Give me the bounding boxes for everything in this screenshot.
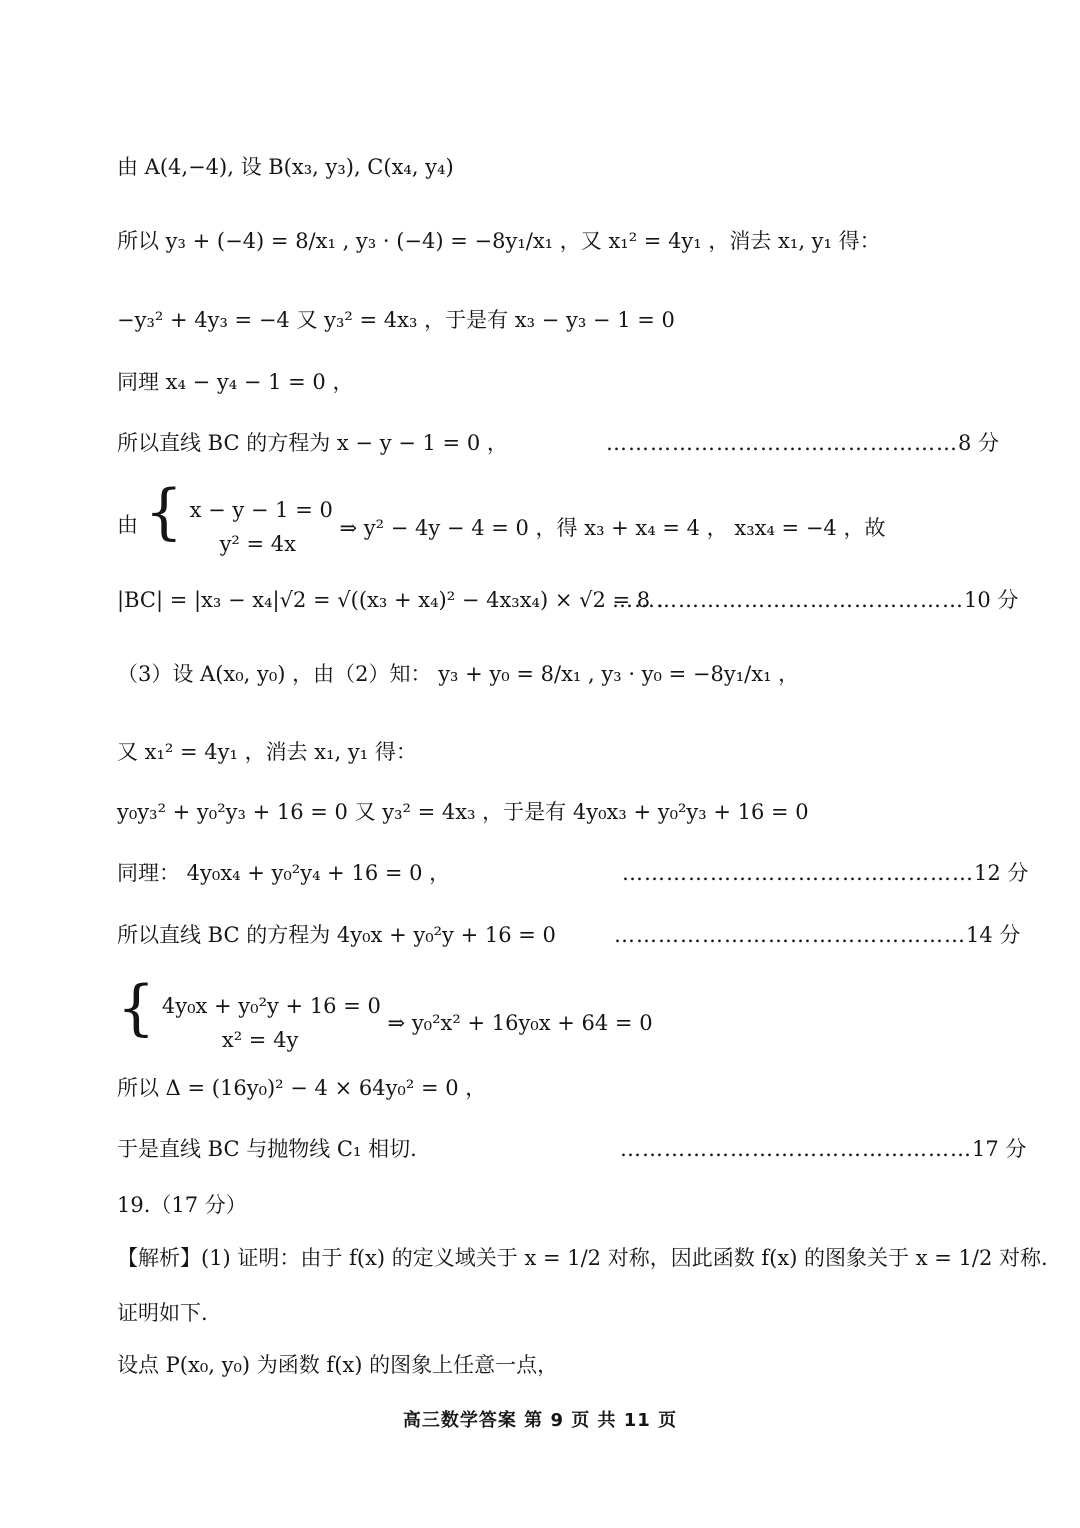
score-label: 12 分 xyxy=(974,861,1029,885)
system-prefix: 由 xyxy=(117,513,138,537)
line-tangent: 于是直线 BC 与抛物线 C₁ 相切. xyxy=(117,1137,417,1161)
score-mark-14 xyxy=(614,920,1020,950)
line-point-setup: 设点 P(x₀, y₀) 为函数 f(x) 的图象上任意一点， xyxy=(117,1353,559,1377)
left-brace: { xyxy=(117,973,156,1043)
line-derive: y₀y₃² + y₀²y₃ + 16 = 0 又 y₃² = 4x₃ ，于是有 4y₀x₃ + y₀²y₃ + 16 = 0 xyxy=(117,800,809,824)
score-label: 10 分 xyxy=(964,588,1019,612)
score-dots: ………………………………………… xyxy=(612,588,964,612)
question-19-heading: 19.（17 分） xyxy=(117,1193,247,1217)
line-vieta-relations: 所以 y₃ + (−4) = 8/x₁ , y₃ · (−4) = −8y₁/x₁ ，又 x₁² = 4y₁ ，消去 x₁, y₁ 得： xyxy=(117,229,881,253)
system-result: ⇒ y² − 4y − 4 = 0 ，得 x₃ + x₄ = 4 ， x₃x₄ = −4 ，故 xyxy=(339,515,886,540)
line-part3-setup: （3）设 A(x₀, y₀) ，由（2）知： y₃ + y₀ = 8/x₁ , y₃ · y₀ = −8y₁/x₁ ， xyxy=(117,662,800,686)
line-proof-follows: 证明如下. xyxy=(117,1301,208,1325)
score-dots: ………………………………………… xyxy=(620,1137,972,1161)
line-discriminant: 所以 Δ = (16y₀)² − 4 × 64y₀² = 0 ， xyxy=(117,1076,487,1100)
line-analysis-claim: 【解析】(1) 证明：由于 f(x) 的定义域关于 x = 1/2 对称，因此函数 f(x) 的图象关于 x = 1/2 对称. xyxy=(117,1246,1048,1270)
score-dots: ………………………………………… xyxy=(614,923,966,947)
left-brace: { xyxy=(144,477,183,547)
line-eliminate: −y₃² + 4y₃ = −4 又 y₃² = 4x₃ ，于是有 x₃ − y₃ − 1 = 0 xyxy=(117,308,675,332)
score-mark-10 xyxy=(612,585,1018,615)
score-mark-12 xyxy=(622,858,1028,888)
score-label: 14 分 xyxy=(966,923,1021,947)
system-rows xyxy=(190,493,333,561)
line-similarly: 同理 x₄ − y₄ − 1 = 0 ， xyxy=(117,370,354,394)
score-dots: ………………………………………… xyxy=(622,861,974,885)
score-label: 8 分 xyxy=(958,431,1000,455)
score-mark-17 xyxy=(620,1134,1026,1164)
system-row: x − y − 1 = 0 xyxy=(189,497,333,522)
page-footer: 高三数学答案 第 9 页 共 11 页 xyxy=(402,1410,678,1431)
line-bc-length: |BC| = |x₃ − x₄|√2 = √((x₃ + x₄)² − 4x₃x₄) × √2 = 8 . xyxy=(117,588,664,612)
system-result: ⇒ y₀²x² + 16y₀x + 64 = 0 xyxy=(387,1010,653,1035)
system-rows xyxy=(162,989,381,1057)
system-row: x² = 4y xyxy=(221,1027,299,1052)
score-dots: ………………………………………… xyxy=(606,431,958,455)
line-substitute: 又 x₁² = 4y₁ ，消去 x₁, y₁ 得： xyxy=(117,740,417,764)
score-mark-8 xyxy=(606,428,999,458)
system-row: y² = 4x xyxy=(219,531,296,556)
line-setup-points: 由 A(4,−4), 设 B(x₃, y₃), C(x₄, y₄) xyxy=(117,155,454,179)
equation-system-2 xyxy=(117,973,653,1057)
line-bc-equation-2: 所以直线 BC 的方程为 4y₀x + y₀²y + 16 = 0 xyxy=(117,923,556,947)
score-label: 17 分 xyxy=(972,1137,1027,1161)
line-bc-equation: 所以直线 BC 的方程为 x − y − 1 = 0 ， xyxy=(117,431,508,455)
system-row: 4y₀x + y₀²y + 16 = 0 xyxy=(161,993,381,1018)
line-similarly-2: 同理： 4y₀x₄ + y₀²y₄ + 16 = 0 ， xyxy=(117,861,451,885)
equation-system-1 xyxy=(117,477,886,561)
